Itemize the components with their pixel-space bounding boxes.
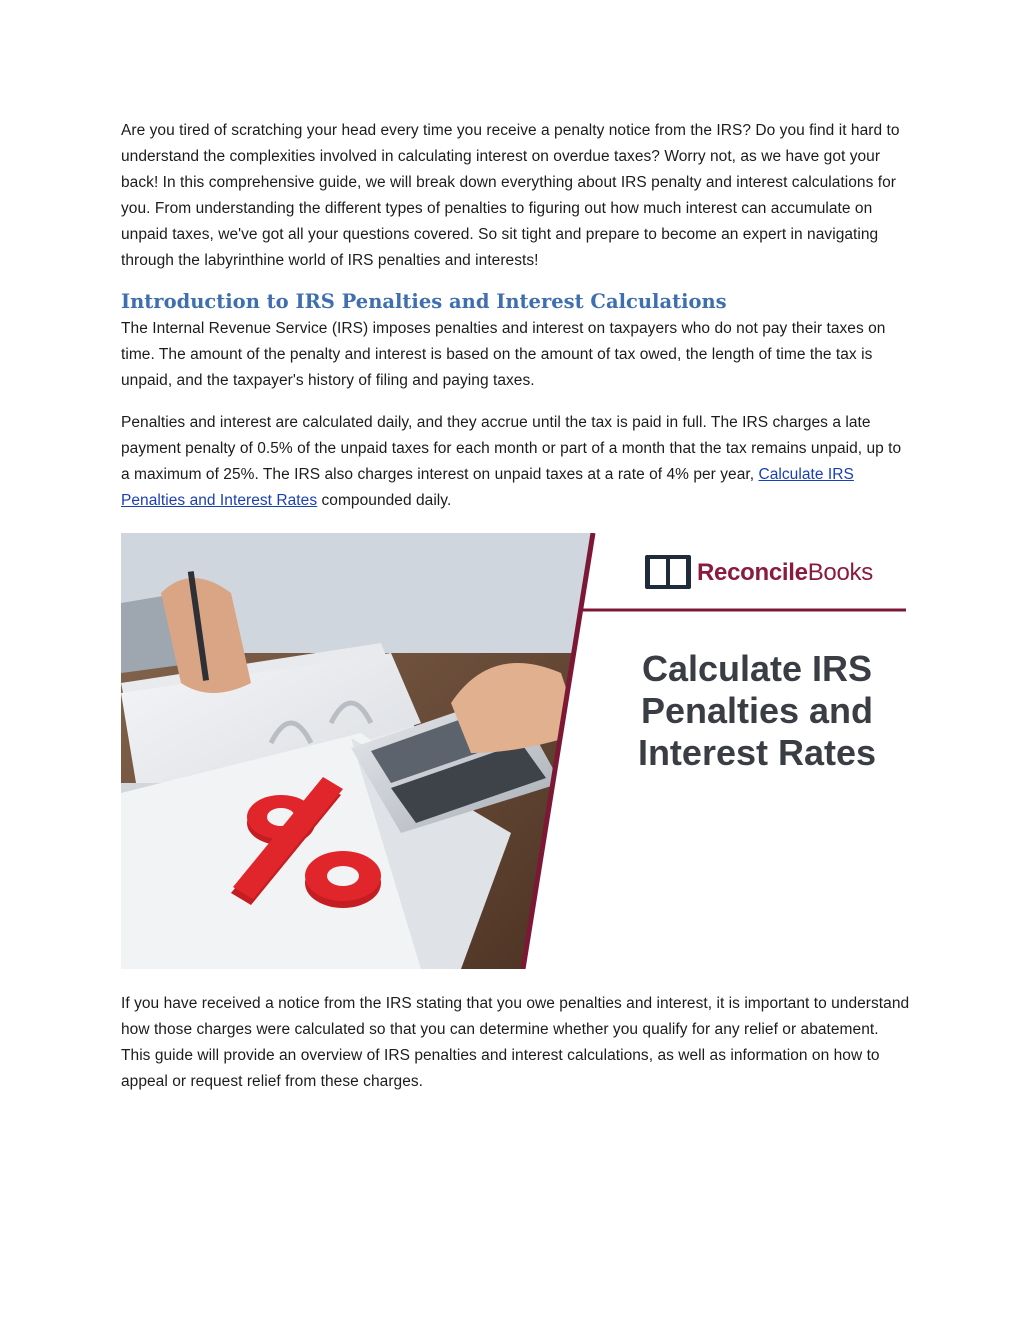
section-paragraph-2 — [121, 410, 911, 514]
closing-paragraph: If you have received a notice from the IRS stating that you owe penalties and interest, it is important to understand how those charges were calculated so that you can determine whether you qualify for any relief or abatement. This guide will provide an overview of IRS penalties and interest calculations, as well as information on how to appeal or request relief from these charges. — [121, 995, 910, 1090]
paragraph-2-text-after-link: compounded daily. — [317, 492, 452, 509]
office-desk-photo — [121, 533, 601, 969]
brand-light-text: Books — [807, 559, 873, 586]
document-page — [121, 118, 911, 1095]
brand-strong-text: Reconcile — [697, 559, 808, 586]
banner-title-line-2: Penalties and — [640, 690, 874, 731]
banner-title-line-1: Calculate IRS — [641, 648, 873, 689]
intro-paragraph: Are you tired of scratching your head every time you receive a penalty notice from the IRS? Do you find it hard to understand the complexities involved in calculating interest on overdue taxes? Worry not, as we have got your back! In this comprehensive guide, we will break down everything about IRS penalty and interest calculations for you. From understanding the different types of penalties to figuring out how much interest can accumulate on unpaid taxes, we've got all your questions covered. So sit tight and prepare to become an expert in navigating through the labyrinthine world of IRS penalties and interests! — [121, 122, 900, 269]
banner-title-line-3: Interest Rates — [637, 732, 877, 773]
paragraph-2-text-before-link: Penalties and interest are calculated daily, and they accrue until the tax is paid in full. The IRS charges a late payment penalty of 0.5% of the unpaid taxes for each month or part of a month that the tax remains unpaid, up to a maximum of 25%. The IRS also charges interest on unpaid taxes at a rate of 4% per year, — [121, 414, 902, 483]
brand-name — [697, 559, 873, 586]
calculate-irs-penalties-link[interactable]: Calculate IRS Penalties and Interest Rates — [121, 466, 854, 509]
banner-artwork — [121, 533, 906, 969]
section-heading: Introduction to IRS Penalties and Interest Calculations — [121, 290, 727, 313]
section-paragraph-1: The Internal Revenue Service (IRS) imposes penalties and interest on taxpayers who do not pay their taxes on time. The amount of the penalty and interest is based on the amount of tax owed, the length of time the tax is unpaid, and the taxpayer's history of filing and paying taxes. — [121, 320, 886, 389]
reconcilebooks-logo — [645, 555, 873, 589]
article-banner-image — [121, 533, 906, 969]
